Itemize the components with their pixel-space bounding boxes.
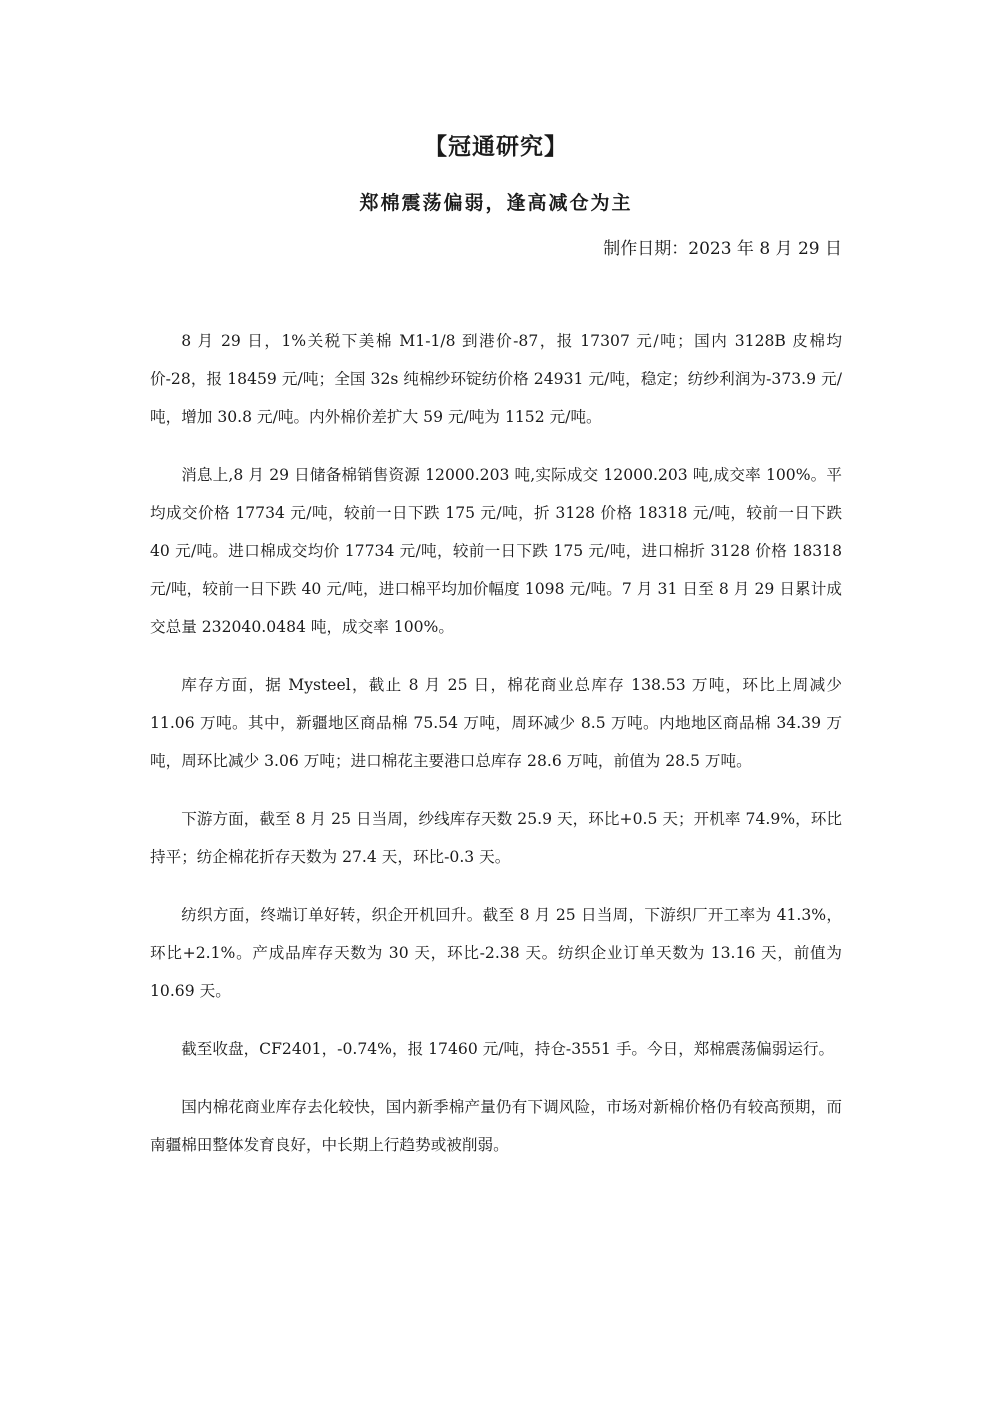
- brand-heading: 【冠通研究】: [424, 133, 568, 160]
- article-title: 郑棉震荡偏弱，逢高减仓为主: [359, 192, 633, 214]
- paragraph-market-close: 截至收盘，CF2401，-0.74%，报 17460 元/吨，持仓-3551 手。今日，郑棉震荡偏弱运行。: [181, 1040, 835, 1058]
- paragraph-downstream: 下游方面，截至 8 月 25 日当周，纱线库存天数 25.9 天，环比+0.5 天；开机率 74.9%，环比持平；纺企棉花折存天数为 27.4 天，环比-0.3 天。: [150, 810, 842, 866]
- article-body: [150, 322, 842, 1184]
- paragraph-weaving: 纺织方面，终端订单好转，织企开机回升。截至 8 月 25 日当周，下游织厂开工率为 41.3%，环比+2.1%。产成品库存天数为 30 天，环比-2.38 天。纺织企业订单天数为 13.16 天，前值为 10.69 天。: [150, 906, 842, 1000]
- paragraph-outlook: 国内棉花商业库存去化较快，国内新季棉产量仍有下调风险，市场对新棉价格仍有较高预期，而南疆棉田整体发育良好，中长期上行趋势或被削弱。: [150, 1098, 842, 1154]
- production-date: 制作日期：2023 年 8 月 29 日: [603, 239, 842, 259]
- paragraph-price-summary: 8 月 29 日，1%关税下美棉 M1-1/8 到港价-87，报 17307 元/吨；国内 3128B 皮棉均价-28，报 18459 元/吨；全国 32s 纯棉纱环锭纺价格 24931 元/吨，稳定；纺纱利润为-373.9 元/吨，增加 30.8 元/吨。内外棉价差扩大 59 元/吨为 1152 元/吨。: [150, 332, 842, 426]
- paragraph-reserve-auction: 消息上,8 月 29 日储备棉销售资源 12000.203 吨,实际成交 12000.203 吨,成交率 100%。平均成交价格 17734 元/吨，较前一日下跌 175 元/吨，折 3128 价格 18318 元/吨，较前一日下跌 40 元/吨。进口棉成交均价 17734 元/吨，较前一日下跌 175 元/吨，进口棉折 3128 价格 18318 元/吨，较前一日下跌 40 元/吨，进口棉平均加价幅度 1098 元/吨。7 月 31 日至 8 月 29 日累计成交总量 232040.0484 吨，成交率 100%。: [150, 466, 842, 636]
- paragraph-inventory: 库存方面，据 Mysteel，截止 8 月 25 日，棉花商业总库存 138.53 万吨，环比上周减少 11.06 万吨。其中，新疆地区商品棉 75.54 万吨，周环减少 8.5 万吨。内地地区商品棉 34.39 万吨，周环比减少 3.06 万吨；进口棉花主要港口总库存 28.6 万吨，前值为 28.5 万吨。: [150, 676, 842, 770]
